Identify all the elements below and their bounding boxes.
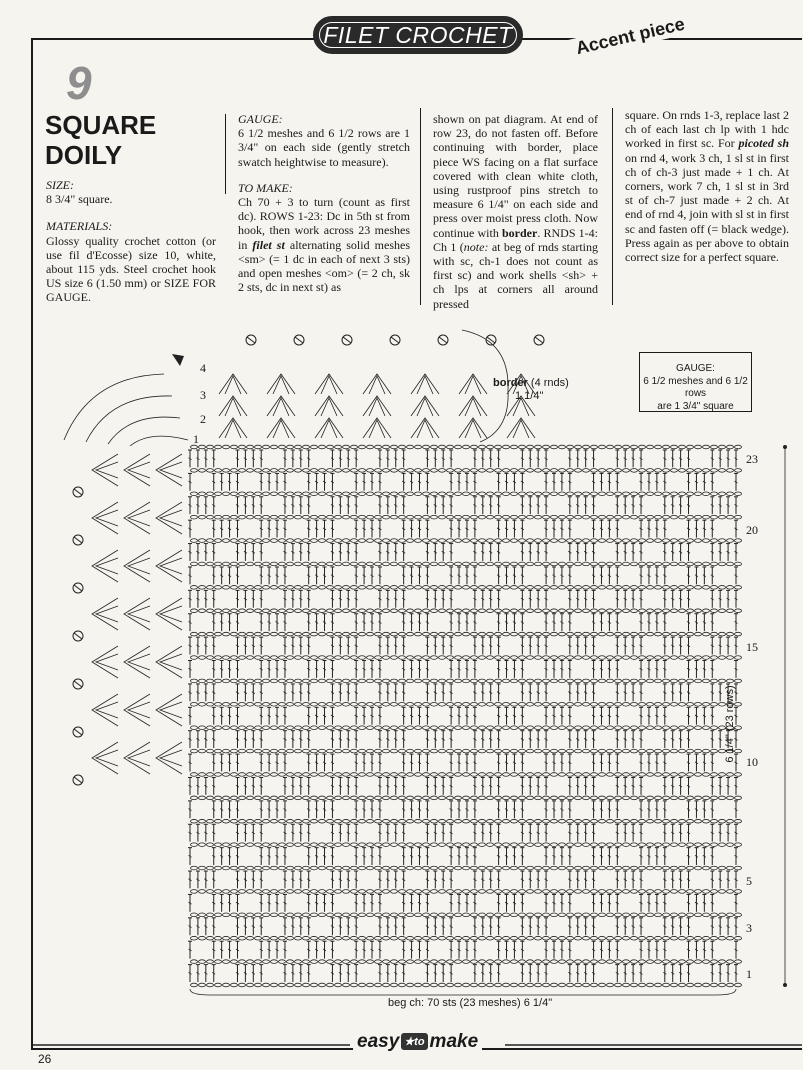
instr-text-c: . RNDS 1-4: Ch 1 ( xyxy=(433,225,599,254)
make-text-a: Ch 70 + 3 to turn (count as first dc). ROWS 1-23: Dc in 5th st from hook, then work across 23 meshes in xyxy=(238,195,410,252)
gauge-box-title: GAUGE: xyxy=(676,363,715,374)
page-number: 26 xyxy=(38,1052,52,1066)
border-label xyxy=(493,377,569,389)
border-size: 1 1/4" xyxy=(515,390,544,402)
star-icon: ★to xyxy=(401,1033,427,1050)
height-label: 6 1/4" (23 rows) xyxy=(724,685,736,763)
footer-to: to xyxy=(414,1036,425,1048)
border-rnds: (4 rnds) xyxy=(530,377,569,389)
row-number-1: 1 xyxy=(746,967,752,981)
instr2-picoted: picoted sh xyxy=(738,136,789,151)
size-text: 8 3/4" square. xyxy=(46,192,113,207)
round-number-2: 2 xyxy=(200,412,206,426)
row-number-20: 20 xyxy=(746,523,758,537)
materials-heading: MATERIALS: xyxy=(46,219,113,234)
pattern-number: 9 xyxy=(66,57,92,109)
footer-logo xyxy=(353,1031,482,1053)
footer-make: make xyxy=(429,1031,479,1052)
gauge-box-line1: 6 1/2 meshes and 6 1/2 rows xyxy=(643,375,748,399)
round-number-1: 1 xyxy=(193,432,199,446)
row-number-10: 10 xyxy=(746,755,758,769)
instr-note: note: xyxy=(463,239,489,254)
gauge-box xyxy=(639,352,752,412)
instr-text-e: at beg of rnds starting with sc, ch-1 does not count as first sc) and work shells <sh> + ch lps at corners all around pressed xyxy=(433,239,598,311)
round-number-3: 3 xyxy=(200,388,206,402)
make-heading: TO MAKE: xyxy=(238,180,293,195)
gauge-heading: GAUGE: xyxy=(238,112,283,126)
row-number-5: 5 xyxy=(746,874,752,888)
instr2-text-c: on rnd 4, work 3 ch, 1 sl st in first ch of ch-3 just made + 1 ch. At corners, work 7 ch, 1 sl st in 3rd st of ch-7 just made + 2 ch. At end of rnd 4, join with sl st in first sc and fasten off (= black wedge). Press again as per above to obtain correct size for a perfect square. xyxy=(625,150,789,265)
gauge-box-line2: are 1 3/4" square xyxy=(657,400,734,412)
instr-border: border xyxy=(502,225,538,240)
size-heading: SIZE: xyxy=(46,178,74,192)
footer-easy: easy xyxy=(357,1031,400,1052)
section-title: FILET CROCHET xyxy=(323,21,513,48)
instr-text-a: shown on pat diagram. At end of row 23, do not fasten off. Before continuing with border, place piece WS facing on a flat surface covered with clean white cloth, using rustproof pins stretch to measure 6 1/4" on each side and press over moist press cloth. Now continue with xyxy=(433,112,598,240)
instr2-text-a: square. On rnds 1-3, replace last 2 ch of each last ch lp with 1 hdc worked in first sc. For xyxy=(625,108,789,151)
border-label-bold: border xyxy=(493,377,528,389)
row-number-23: 23 xyxy=(746,452,758,466)
row-number-3: 3 xyxy=(746,921,752,935)
materials-text: Glossy quality crochet cotton (or use fil d'Ecosse) size 10, white, about 115 yds. Steel crochet hook US size 6 (1.50 mm) or SIZE FOR GAUGE. xyxy=(46,233,216,305)
make-text-c: alternating solid meshes <sm> (= 1 dc in each of next 3 sts) and open meshes <om> (= 2 ch, sk 2 sts, dc in next st) as xyxy=(238,237,410,295)
accent-tag: Accent piece xyxy=(568,12,693,60)
gauge-text: 6 1/2 meshes and 6 1/2 rows are 1 3/4" on each side (gently stretch swatch heightwise to measure). xyxy=(238,126,410,169)
make-text-filet: filet st xyxy=(252,237,285,252)
row-number-15: 15 xyxy=(746,640,758,654)
title-line-2: DOILY xyxy=(45,140,123,170)
round-number-4: 4 xyxy=(200,361,206,375)
base-chain-label: beg ch: 70 sts (23 meshes) 6 1/4" xyxy=(388,997,553,1009)
title-line-1: SQUARE xyxy=(45,110,157,140)
